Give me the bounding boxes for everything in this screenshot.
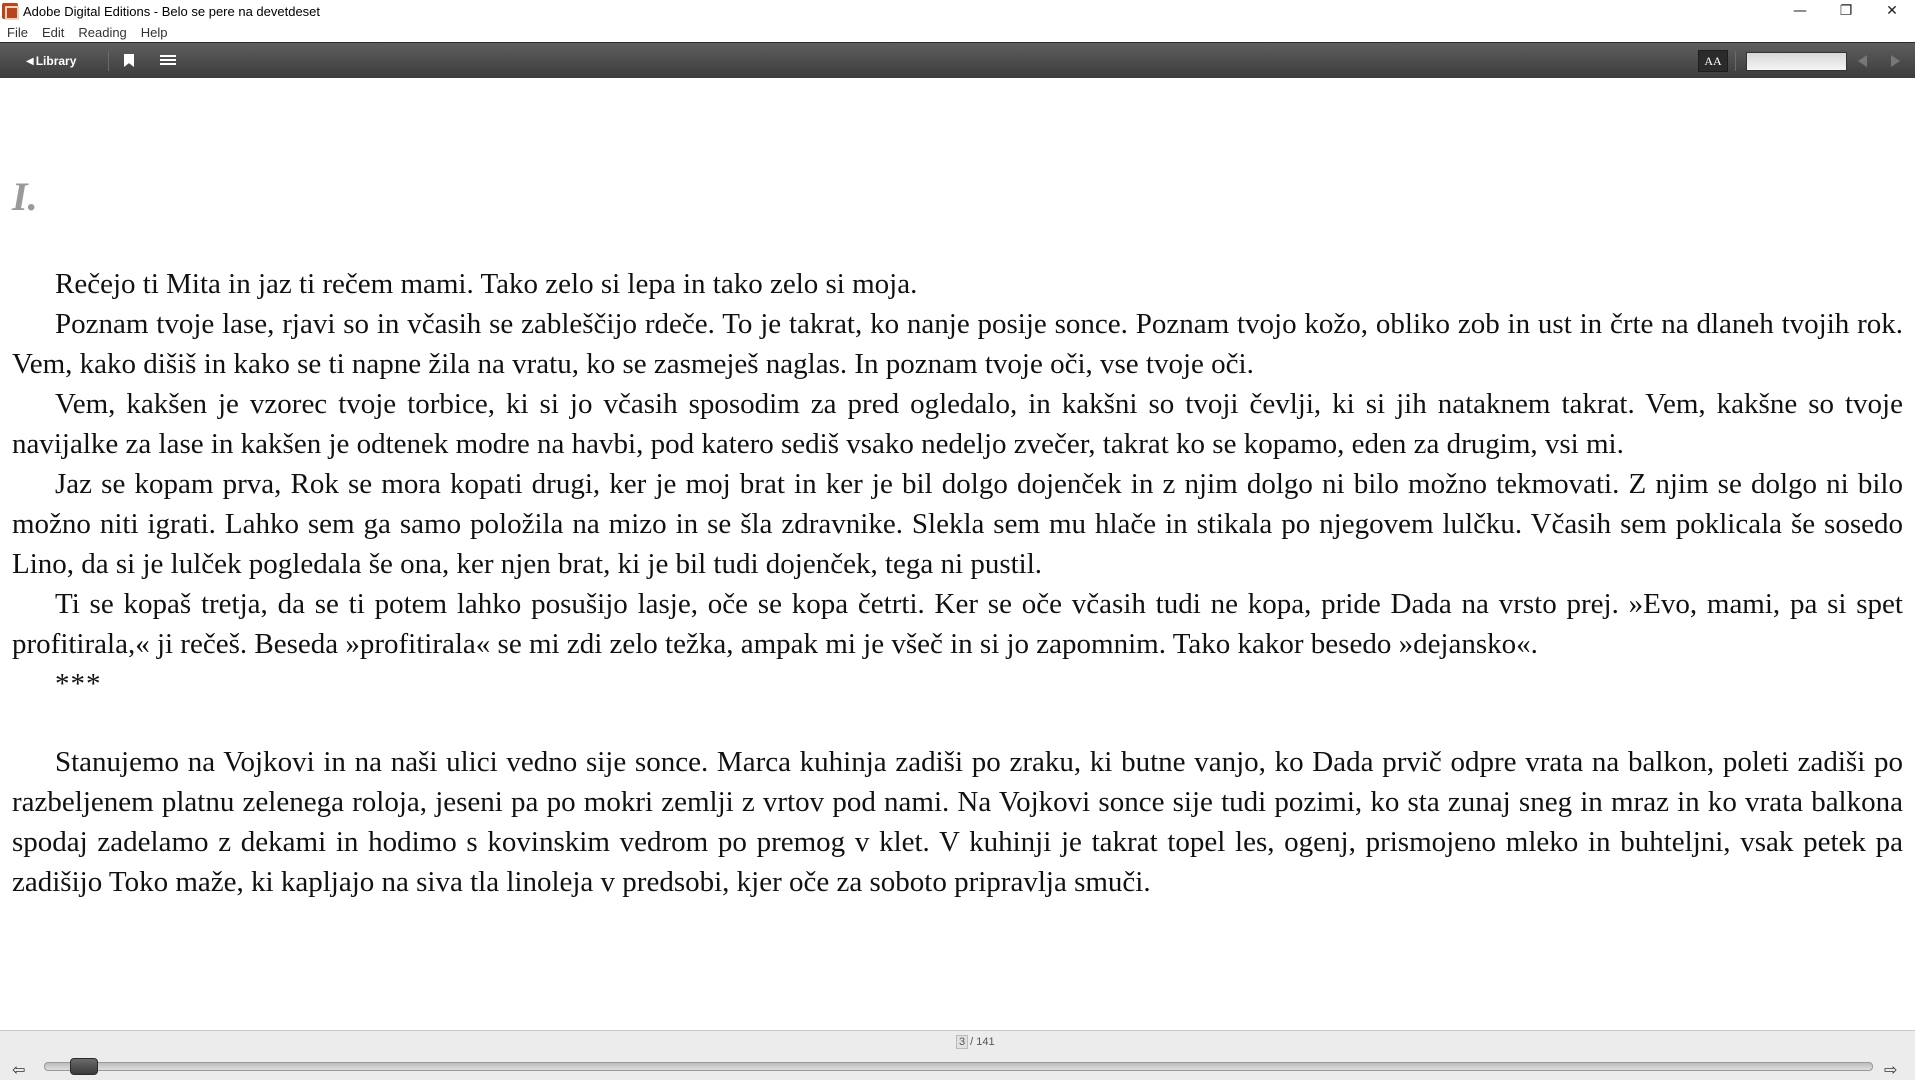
font-size-button[interactable]: AA: [1698, 50, 1728, 72]
current-page[interactable]: 3: [956, 1035, 968, 1049]
book-text: [12, 264, 1903, 902]
window-title: Adobe Digital Editions - Belo se pere na devetdeset: [23, 3, 321, 19]
app-icon: [2, 3, 18, 19]
bookmark-icon[interactable]: [124, 54, 134, 67]
menu-bar: [0, 22, 1915, 42]
menu-reading[interactable]: Reading: [78, 24, 127, 40]
previous-page-arrow-icon[interactable]: ⇦: [12, 1060, 26, 1079]
reading-pane: [0, 78, 1915, 1030]
library-label: Library: [35, 54, 77, 68]
paragraph: Rečejo ti Mita in jaz ti rečem mami. Tako zelo si lepa in tako zelo si moja.: [55, 268, 918, 300]
back-arrow-icon: ◀: [26, 55, 34, 67]
toolbar-divider: [1735, 51, 1736, 71]
restore-button[interactable]: ❐: [1839, 3, 1853, 19]
page-number-field[interactable]: [1746, 52, 1847, 71]
paragraph: Poznam tvoje lase, rjavi so in včasih se zableščijo rdeče. To je takrat, ko nanje posije sonce. Poznam tvojo kožo, obliko zob in ust in črte na dlaneh tvojih rok. Vem, kako dišiš in kako se ti napne žila na vratu, ko se zasmeješ naglas. In poznam tvoje oči, vse tvoje oči.: [12, 308, 1903, 380]
paragraph: Vem, kakšen je vzorec tvoje torbice, ki si jo včasih sposodim za pred ogledalo, in kakšni so tvoji čevlji, ki si jih nataknem takrat. Vem, kakšne so tvoje navijalke za lase in kakšen je odtenek modre na havbi, pod katero sediš vsako nedeljo zvečer, takrat ko se kopamo, eden za drugim, vsi mi.: [12, 388, 1903, 460]
table-of-contents-icon[interactable]: [160, 55, 176, 67]
slider-thumb[interactable]: [70, 1058, 98, 1075]
next-page-icon[interactable]: [1891, 55, 1900, 67]
paragraph: Ti se kopaš tretja, da se ti potem lahko posušijo lasje, oče se kopa četrti. Ker se oče včasih tudi ne kopa, pride Dada na vrsto prej. »Evo, mami, pa si spet profitirala,« ji rečeš. Beseda »profitirala« se mi zdi zelo težka, ampak mi je všeč in si jo zapomnim. Tako kakor besedo »dejansko«.: [12, 588, 1903, 660]
menu-file[interactable]: File: [7, 24, 28, 40]
bottom-navigation-bar: [0, 1030, 1915, 1080]
paragraph: Stanujemo na Vojkovi in na naši ulici vedno sije sonce. Marca kuhinja zadiši po zraku, ki butne vanjo, ko Dada prvič odpre vrata na balkon, poleti zadiši po razbeljenem platnu zelenega roloja, jeseni pa po mokri zemlji z vrtov pod nami. Na Vojkovi sonce sije tudi pozimi, ko sta zunaj sneg in mraz in ko vrata balkona spodaj zadelamo z dekami in hodimo s kovinskim vedrom po premog v klet. V kuhinji je takrat topel les, ogenj, prismojeno mleko in buhteljni, vsak petek pa zadišijo Toko maže, ki kapljajo na siva tla linoleja v predsobi, kjer oče za soboto pripravlja smuči.: [12, 746, 1903, 898]
menu-help[interactable]: Help: [140, 24, 168, 40]
title-bar: [0, 0, 1915, 22]
total-pages: / 141: [970, 1036, 995, 1048]
next-page-arrow-icon[interactable]: ⇨: [1884, 1060, 1898, 1079]
close-button[interactable]: ✕: [1886, 3, 1898, 19]
previous-page-icon[interactable]: [1858, 55, 1867, 67]
paragraph: Jaz se kopam prva, Rok se mora kopati drugi, ker je moj brat in ker je bil dolgo dojenček in z njim dolgo ni bilo možno tekmovati. Z njim se dolgo ni bilo možno niti igrati. Lahko sem ga samo položila na mizo in se šla zdravnike. Slekla sem mu hlače in stikala po njegovem lulčku. Včasih sem poklicala še sosedo Lino, da si je lulček pogledala še ona, ker njen brat, ki je bil tudi dojenček, tega ni pustil.: [12, 468, 1903, 580]
window-controls: [1777, 0, 1915, 22]
chapter-heading: I.: [12, 174, 38, 219]
library-button[interactable]: [26, 52, 76, 70]
toolbar-divider: [108, 51, 109, 71]
menu-edit[interactable]: Edit: [41, 24, 65, 40]
minimize-button[interactable]: —: [1793, 3, 1807, 19]
reader-toolbar: [0, 42, 1915, 78]
section-separator: ***: [55, 668, 102, 700]
page-indicator: [956, 1035, 995, 1049]
reading-progress-slider[interactable]: [44, 1062, 1873, 1071]
